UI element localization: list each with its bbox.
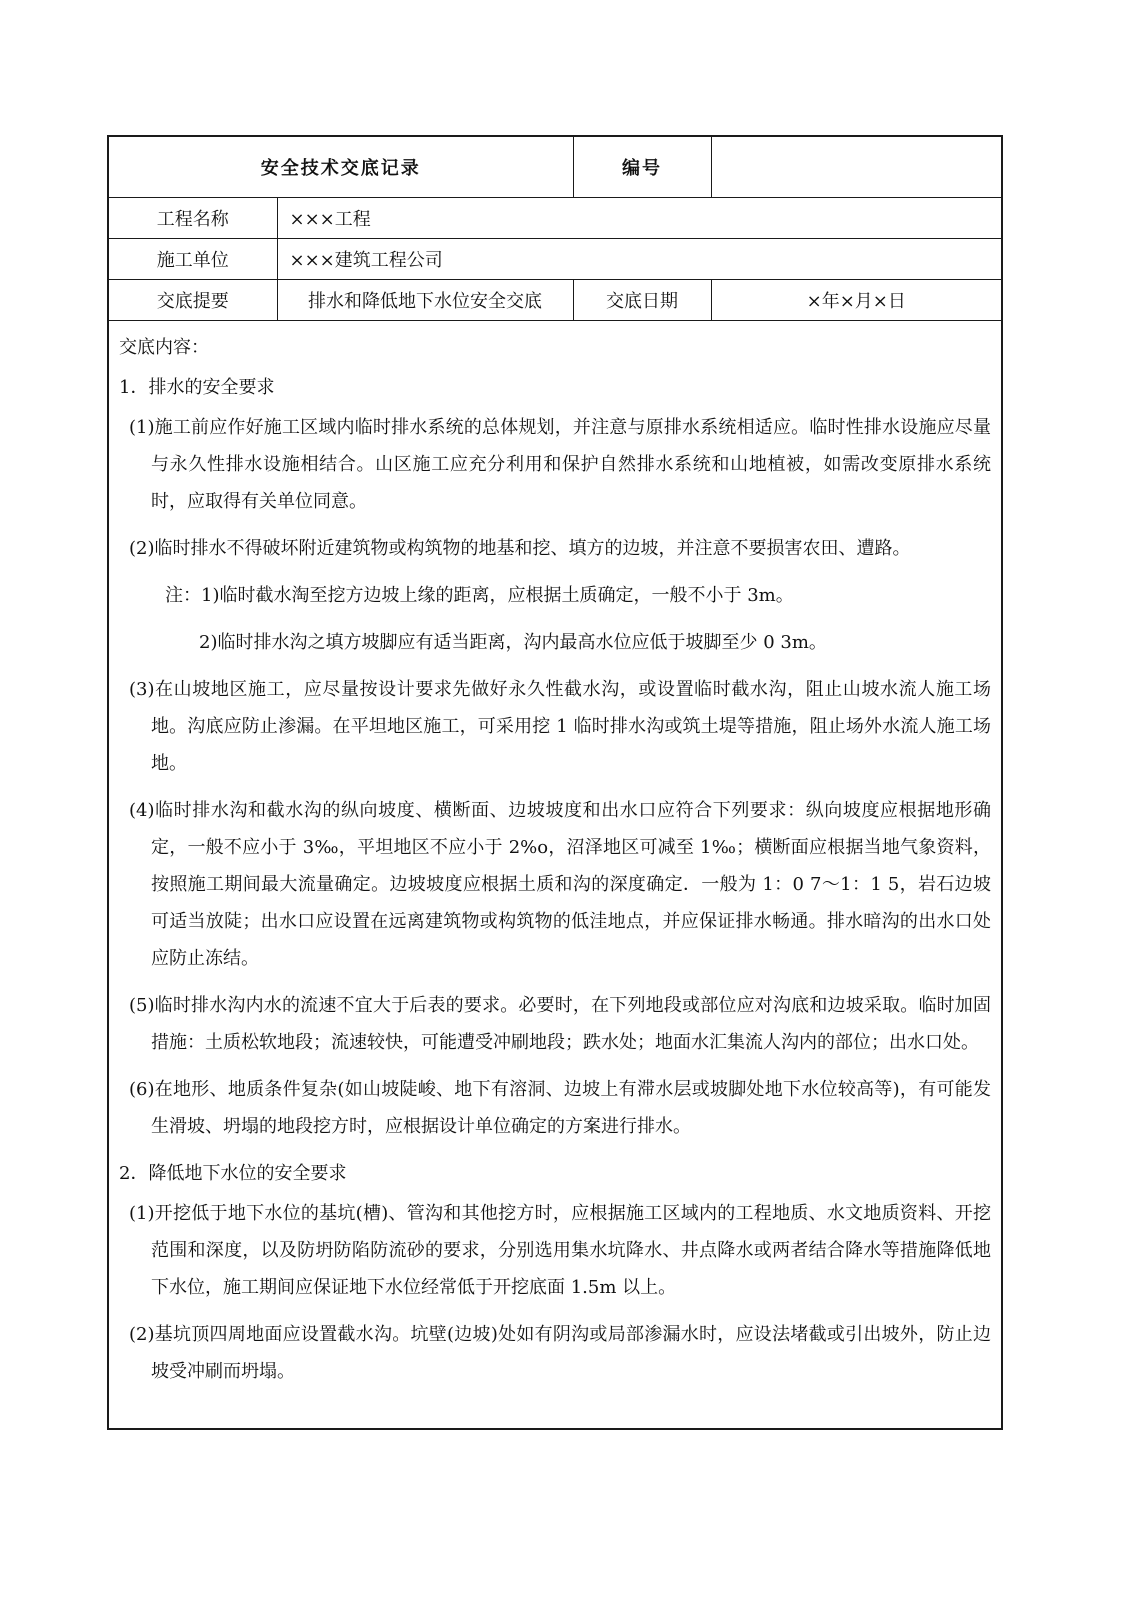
- summary-value: 排水和降低地下水位安全交底: [277, 280, 573, 321]
- section-1-item-6: (6)在地形、地质条件复杂(如山坡陡峻、地下有溶洞、边坡上有滞水层或坡脚处地下水位较高等)，有可能发生滑坡、坍塌的地段挖方时，应根据设计单位确定的方案进行排水。: [129, 1079, 991, 1137]
- content-label: 交底内容：: [119, 337, 209, 358]
- section-1-note-2: 2)临时排水沟之填方坡脚应有适当距离，沟内最高水位应低于坡脚至少 0 3m。: [199, 632, 827, 653]
- section-1-item-4: (4)临时排水沟和截水沟的纵向坡度、横断面、边坡坡度和出水口应符合下列要求：纵向坡度应根据地形确定，一般不应小于 3‰，平坦地区不应小于 2%o，沼泽地区可减至 1‰；横断面应根据当地气象资料，按照施工期间最大流量确定。边坡坡度应根据土质和沟的深度确定．一般为 1：0 7～1：1 5，岩石边坡可适当放陡；出水口应设置在远离建筑物或构筑物的低洼地点，并应保证排水畅通。排水暗沟的出水口处应防止冻结。: [129, 800, 991, 969]
- section-1-heading: 1．排水的安全要求: [119, 377, 275, 398]
- project-name-label: 工程名称: [109, 198, 277, 239]
- section-1-item-3: (3)在山坡地区施工，应尽量按设计要求先做好永久性截水沟，或设置临时截水沟，阻止山坡水流人施工场地。沟底应防止渗漏。在平坦地区施工，可采用挖 1 临时排水沟或筑土堤等措施，阻止场外水流人施工场地。: [129, 679, 991, 774]
- section-1-item-1: (1)施工前应作好施工区域内临时排水系统的总体规划，并注意与原排水系统相适应。临时性排水设施应尽量与永久性排水设施相结合。山区施工应充分利用和保护自然排水系统和山地植被，如需改变原排水系统时，应取得有关单位同意。: [129, 417, 991, 512]
- date-value: ×年×月×日: [711, 280, 1001, 321]
- section-1-note-1: 注：1)临时截水淘至挖方边坡上缘的距离，应根据土质确定，一般不小于 3m。: [165, 585, 794, 606]
- number-value: [711, 137, 1001, 198]
- section-1-item-5: (5)临时排水沟内水的流速不宜大于后表的要求。必要时，在下列地段或部位应对沟底和边坡采取。临时加固措施：土质松软地段；流速较快，可能遭受冲刷地段；跌水处；地面水汇集流人沟内的部位；出水口处。: [129, 995, 991, 1053]
- section-2-item-1: (1)开挖低于地下水位的基坑(槽)、管沟和其他挖方时，应根据施工区域内的工程地质、水文地质资料、开挖范围和深度，以及防坍防陷防流砂的要求，分别选用集水坑降水、井点降水或两者结合降水等措施降低地下水位，施工期间应保证地下水位经常低于开挖底面 1.5m 以上。: [129, 1203, 991, 1298]
- number-label: 编号: [573, 137, 711, 198]
- disclosure-content: [109, 321, 1001, 1390]
- section-2-item-2: (2)基坑顶四周地面应设置截水沟。坑壁(边坡)处如有阴沟或局部渗漏水时，应设法堵截或引出坡外，防止边坡受冲刷而坍塌。: [129, 1324, 991, 1382]
- safety-record-form: [107, 135, 1003, 1430]
- section-1-item-2: (2)临时排水不得破坏附近建筑物或构筑物的地基和挖、填方的边坡，并注意不要损害农田、遭路。: [129, 538, 911, 559]
- form-title: 安全技术交底记录: [109, 137, 573, 198]
- construction-unit-value: ×××建筑工程公司: [277, 239, 1001, 280]
- date-label: 交底日期: [573, 280, 711, 321]
- project-name-value: ×××工程: [277, 198, 1001, 239]
- form-header-table: [109, 137, 1001, 321]
- summary-label: 交底提要: [109, 280, 277, 321]
- section-2-heading: 2．降低地下水位的安全要求: [119, 1163, 347, 1184]
- construction-unit-label: 施工单位: [109, 239, 277, 280]
